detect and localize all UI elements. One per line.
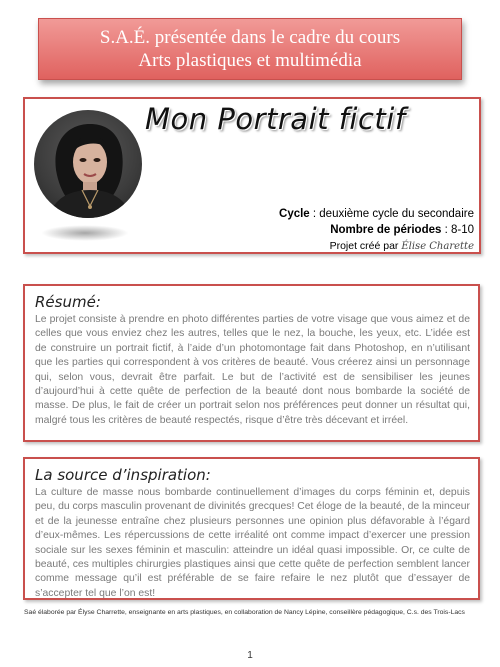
periods-label: Nombre de périodes	[330, 224, 442, 236]
resume-text: Le projet consiste à prendre en photo différentes parties de votre visage que vous aimez et de celles que vous enviez chez les autres, telles que le nez, la bouche, les yeux, etc. L’idée est de construire un portrait fictif, à l’aide d’un photomontage fait dans Photoshop, en n’utilisant que les parties qui correspondent à vos critères de beauté. Vous créerez ainsi un personnage qui, selon vous, devrait être parfait. Le but de l’activité est de sensibiliser les jeunes d’aujourd’hui à cette quête de perfection de la beauté dont nous bombarde la société de masse. De plus, le fait de créer un portrait selon nos préférences peut donner un résultat qui, malgré tous les critères de beauté respectés, risque d’être très décevant et irréel.	[35, 314, 470, 426]
banner-line-2: Arts plastiques et multimédia	[138, 50, 362, 71]
cycle-label: Cycle	[279, 208, 310, 220]
portrait-image	[34, 110, 142, 218]
banner-line-1: S.A.É. présentée dans le cadre du cours	[99, 27, 401, 48]
page-number: 1	[247, 650, 253, 661]
portrait-photo	[34, 110, 142, 218]
credit-footer: Saé élaborée par Élyse Charrette, enseignante en arts plastiques, en collaboration de Nancy Lépine, conseillère pédagogique, C.s. des Trois-Lacs	[24, 609, 465, 616]
inspiration-heading: La source d’inspiration:	[35, 466, 211, 484]
periods-value: : 8-10	[441, 224, 474, 236]
project-meta	[279, 206, 474, 255]
document-title: Mon Portrait fictif	[145, 102, 406, 136]
title-panel	[23, 97, 481, 254]
resume-heading: Résumé:	[35, 293, 101, 311]
cycle-line	[279, 206, 474, 222]
inspiration-section	[23, 457, 480, 600]
resume-section	[23, 284, 480, 442]
course-banner	[38, 18, 462, 80]
author-line	[279, 238, 474, 255]
inspiration-text: La culture de masse nous bombarde continuellement d’images du corps féminin et, depuis peu, du corps masculin provenant de divinités grecques! Cet éloge de la beauté, de la minceur et de la jeunesse entraîne chez plusieurs personnes une opinion plus défavorable à l’égard d’eux-mêmes. Les répercussions de cette irréalité ont comme impact d’exercer une pression sociale sur les sexes féminin et masculin: atteindre un idéal quasi impossible. Or, ce culte de beauté, ces multiples chirurgies plastiques ainsi que cette quête de perfection semblent lancer comme message qu’il est préférable de se faire refaire le nez plutôt que d’essayer de s’accepter tel que l’on est!	[35, 487, 470, 599]
periods-line	[279, 222, 474, 238]
project-by-label: Projet créé par	[329, 240, 402, 252]
cycle-value: : deuxième cycle du secondaire	[309, 208, 474, 220]
photo-shadow	[41, 225, 129, 241]
author-signature: Élise Charette	[401, 241, 474, 252]
